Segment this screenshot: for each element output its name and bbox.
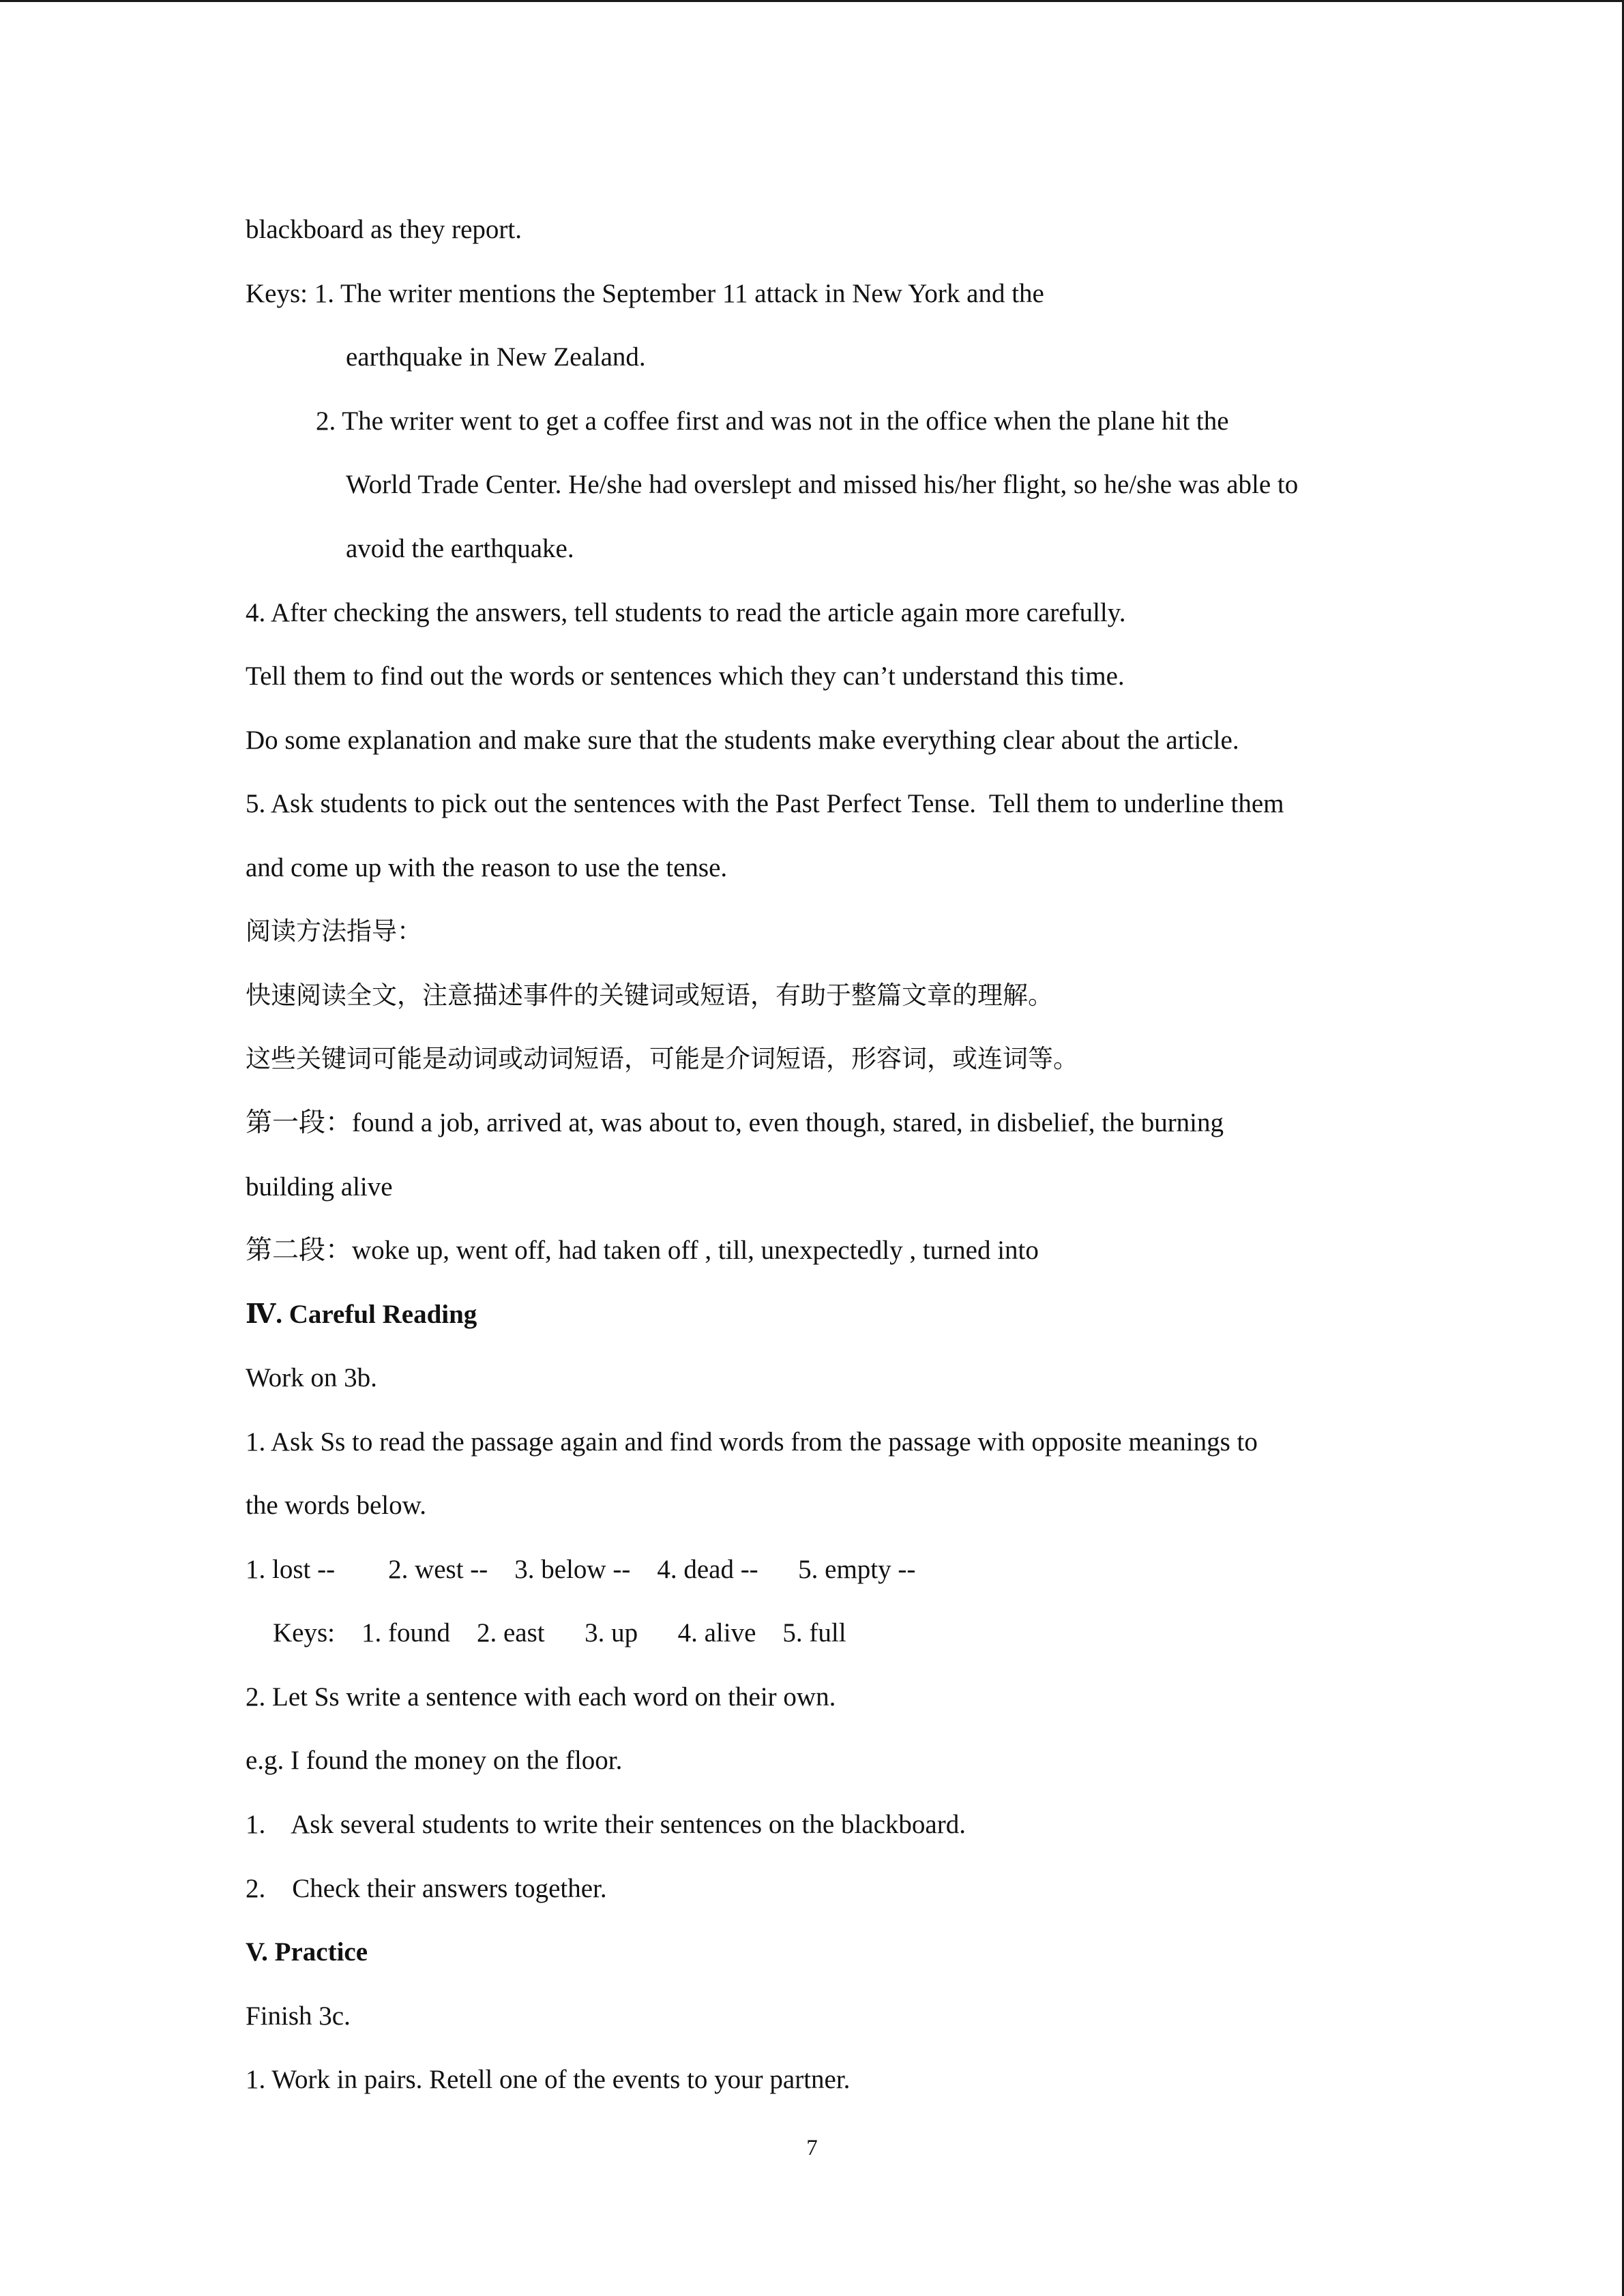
reading-method-heading: 阅读方法指导： [246, 916, 422, 946]
list-item: 2. Check their answers together. [246, 1874, 607, 1903]
list-item: 1. Ask several students to write their sentences on the blackboard. [246, 1810, 966, 1839]
text-line: Tell them to find out the words or sentences which they can’t understand this time. [246, 661, 1125, 691]
text-line: and come up with the reason to use the tense. [246, 853, 728, 882]
text-line: 2. Let Ss write a sentence with each word on their own. [246, 1682, 836, 1712]
text-line: Finish 3c. [246, 2001, 351, 2031]
text-line: Work on 3b. [246, 1363, 377, 1392]
section-heading-practice: V. Practice [246, 1937, 368, 1967]
text-line: the words below. [246, 1491, 427, 1520]
text-line: building alive [246, 1172, 393, 1202]
text-line: earthquake in New Zealand. [346, 342, 646, 372]
word-list-keys: Keys: 1. found 2. east 3. up 4. alive 5. full [273, 1618, 846, 1648]
text-line: 2. The writer went to get a coffee first and was not in the office when the plane hit the [316, 406, 1229, 436]
paragraph-two-keywords: 第二段：woke up, went off, had taken off , till, unexpectedly , turned into [246, 1236, 1039, 1265]
step-4: 4. After checking the answers, tell students to read the article again more carefully. [246, 598, 1126, 627]
section-heading-careful-reading: Ⅳ. Careful Reading [246, 1300, 477, 1329]
text-line: 1. Ask Ss to read the passage again and find words from the passage with opposite meanings to [246, 1427, 1258, 1457]
example-sentence: e.g. I found the money on the floor. [246, 1746, 623, 1775]
text-line: blackboard as they report. [246, 215, 522, 244]
step-5: 5. Ask students to pick out the sentences with the Past Perfect Tense. Tell them to underline them [246, 789, 1284, 818]
text-line: avoid the earthquake. [346, 534, 574, 563]
keys-line: Keys: 1. The writer mentions the September 11 attack in New York and the [246, 279, 1044, 308]
word-list: 1. lost -- 2. west -- 3. below -- 4. dead -- 5. empty -- [246, 1555, 916, 1584]
text-line: 快速阅读全文，注意描述事件的关键词或短语，有助于整篇文章的理解。 [246, 981, 1053, 1010]
text-line: World Trade Center. He/she had overslept and missed his/her flight, so he/she was able to [346, 470, 1299, 499]
paragraph-one-keywords: 第一段：found a job, arrived at, was about to, even though, stared, in disbelief, the burning [246, 1108, 1224, 1137]
text-line: 这些关键词可能是动词或动词短语，可能是介词短语，形容词，或连词等。 [246, 1044, 1078, 1073]
page-border-top [0, 0, 1624, 2]
text-line: 1. Work in pairs. Retell one of the events to your partner. [246, 2065, 851, 2094]
text-line: Do some explanation and make sure that the students make everything clear about the article. [246, 726, 1239, 755]
page-number: 7 [806, 2136, 818, 2160]
